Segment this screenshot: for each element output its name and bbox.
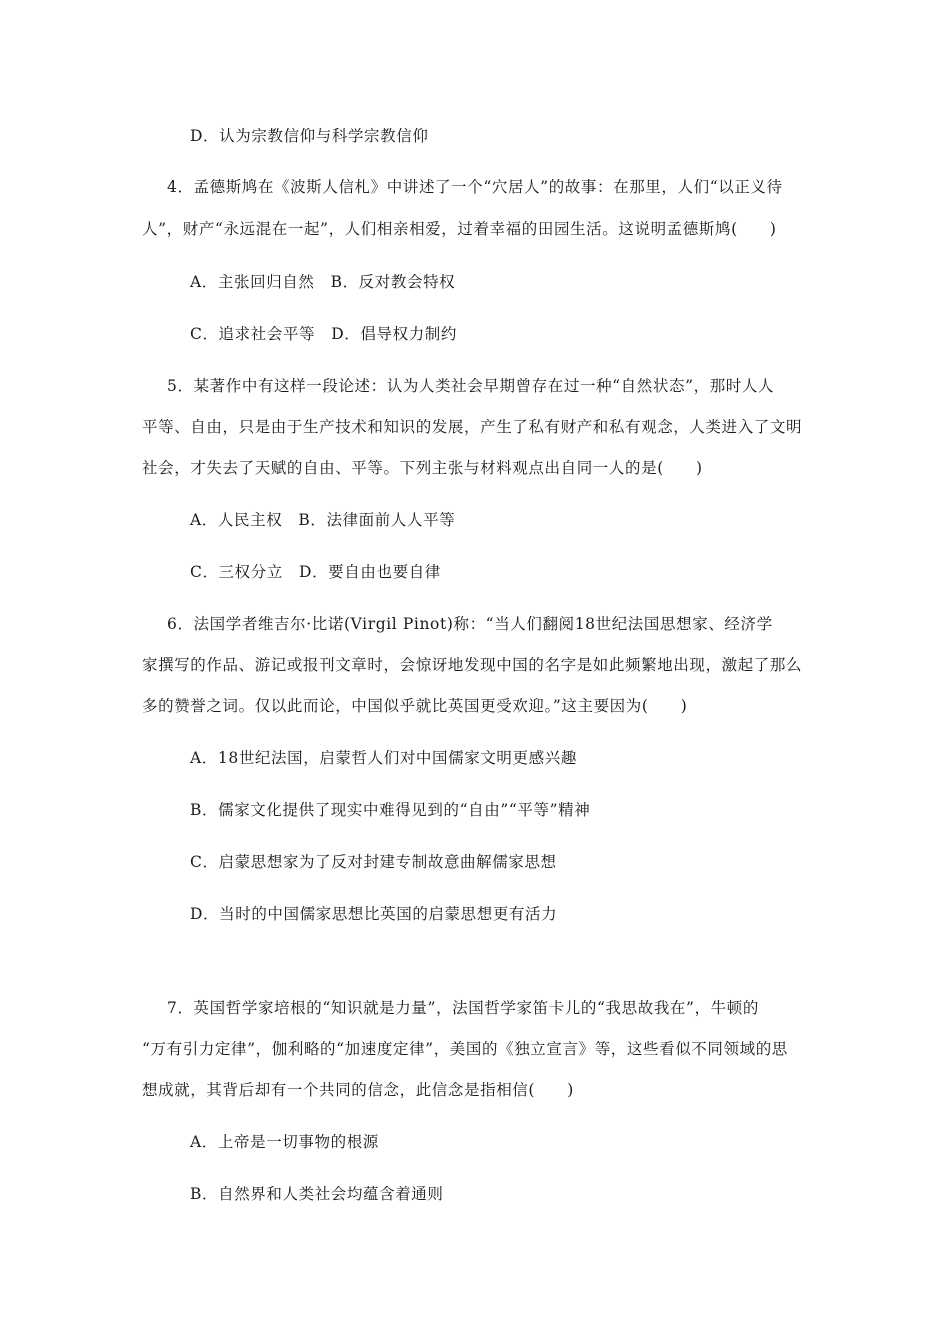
q7-stem-line-1: 7．英国哲学家培根的“知识就是力量”，法国哲学家笛卡儿的“我思故我在”，牛顿的	[167, 999, 759, 1017]
q5-options-ab: A．人民主权 B．法律面前人人平等	[190, 511, 456, 529]
q5-stem-line-2: 平等、自由，只是由于生产技术和知识的发展，产生了私有财产和私有观念，人类进入了文明	[142, 418, 803, 436]
q5-options-cd: C．三权分立 D．要自由也要自律	[190, 563, 441, 581]
q5-stem-line-3: 社会，才失去了天赋的自由、平等。下列主张与材料观点出自同一人的是( )	[142, 459, 703, 477]
q3-option-d: D．认为宗教信仰与科学宗教信仰	[190, 127, 429, 145]
q6-option-c: C．启蒙思想家为了反对封建专制故意曲解儒家思想	[190, 853, 557, 871]
q4-stem-line-2: 人”，财产“永远混在一起”，人们相亲相爱，过着幸福的田园生活。这说明孟德斯鸠( )	[142, 220, 777, 238]
q6-stem-line-2: 家撰写的作品、游记或报刊文章时，会惊讶地发现中国的名字是如此频繁地出现，激起了那么	[142, 656, 803, 674]
q4-options-cd: C．追求社会平等 D．倡导权力制约	[190, 325, 457, 343]
q6-option-a: A．18世纪法国，启蒙哲人们对中国儒家文明更感兴趣	[190, 749, 577, 767]
q7-option-a: A．上帝是一切事物的根源	[190, 1133, 379, 1151]
q7-stem-line-2: “万有引力定律”，伽利略的“加速度定律”，美国的《独立宣言》等，这些看似不同领域的思	[142, 1040, 788, 1058]
q5-stem-line-1: 5．某著作中有这样一段论述：认为人类社会早期曾存在过一种“自然状态”，那时人人	[167, 377, 775, 395]
q6-option-b: B．儒家文化提供了现实中难得见到的“自由”“平等”精神	[190, 801, 591, 819]
q6-stem-line-1: 6．法国学者维吉尔·比诺(Virgil Pinot)称：“当人们翻阅18世纪法国思想家、经济学	[167, 615, 773, 633]
q7-option-b: B．自然界和人类社会均蕴含着通则	[190, 1185, 444, 1203]
q6-stem-line-3: 多的赞誉之词。仅以此而论，中国似乎就比英国更受欢迎。”这主要因为( )	[142, 697, 688, 715]
q4-options-ab: A．主张回归自然 B．反对教会特权	[190, 273, 456, 291]
q6-option-d: D．当时的中国儒家思想比英国的启蒙思想更有活力	[190, 905, 558, 923]
q4-stem-line-1: 4．孟德斯鸠在《波斯人信札》中讲述了一个“穴居人”的故事：在那里，人们“以正义待	[167, 178, 783, 196]
q7-stem-line-3: 想成就，其背后却有一个共同的信念，此信念是指相信( )	[142, 1081, 574, 1099]
